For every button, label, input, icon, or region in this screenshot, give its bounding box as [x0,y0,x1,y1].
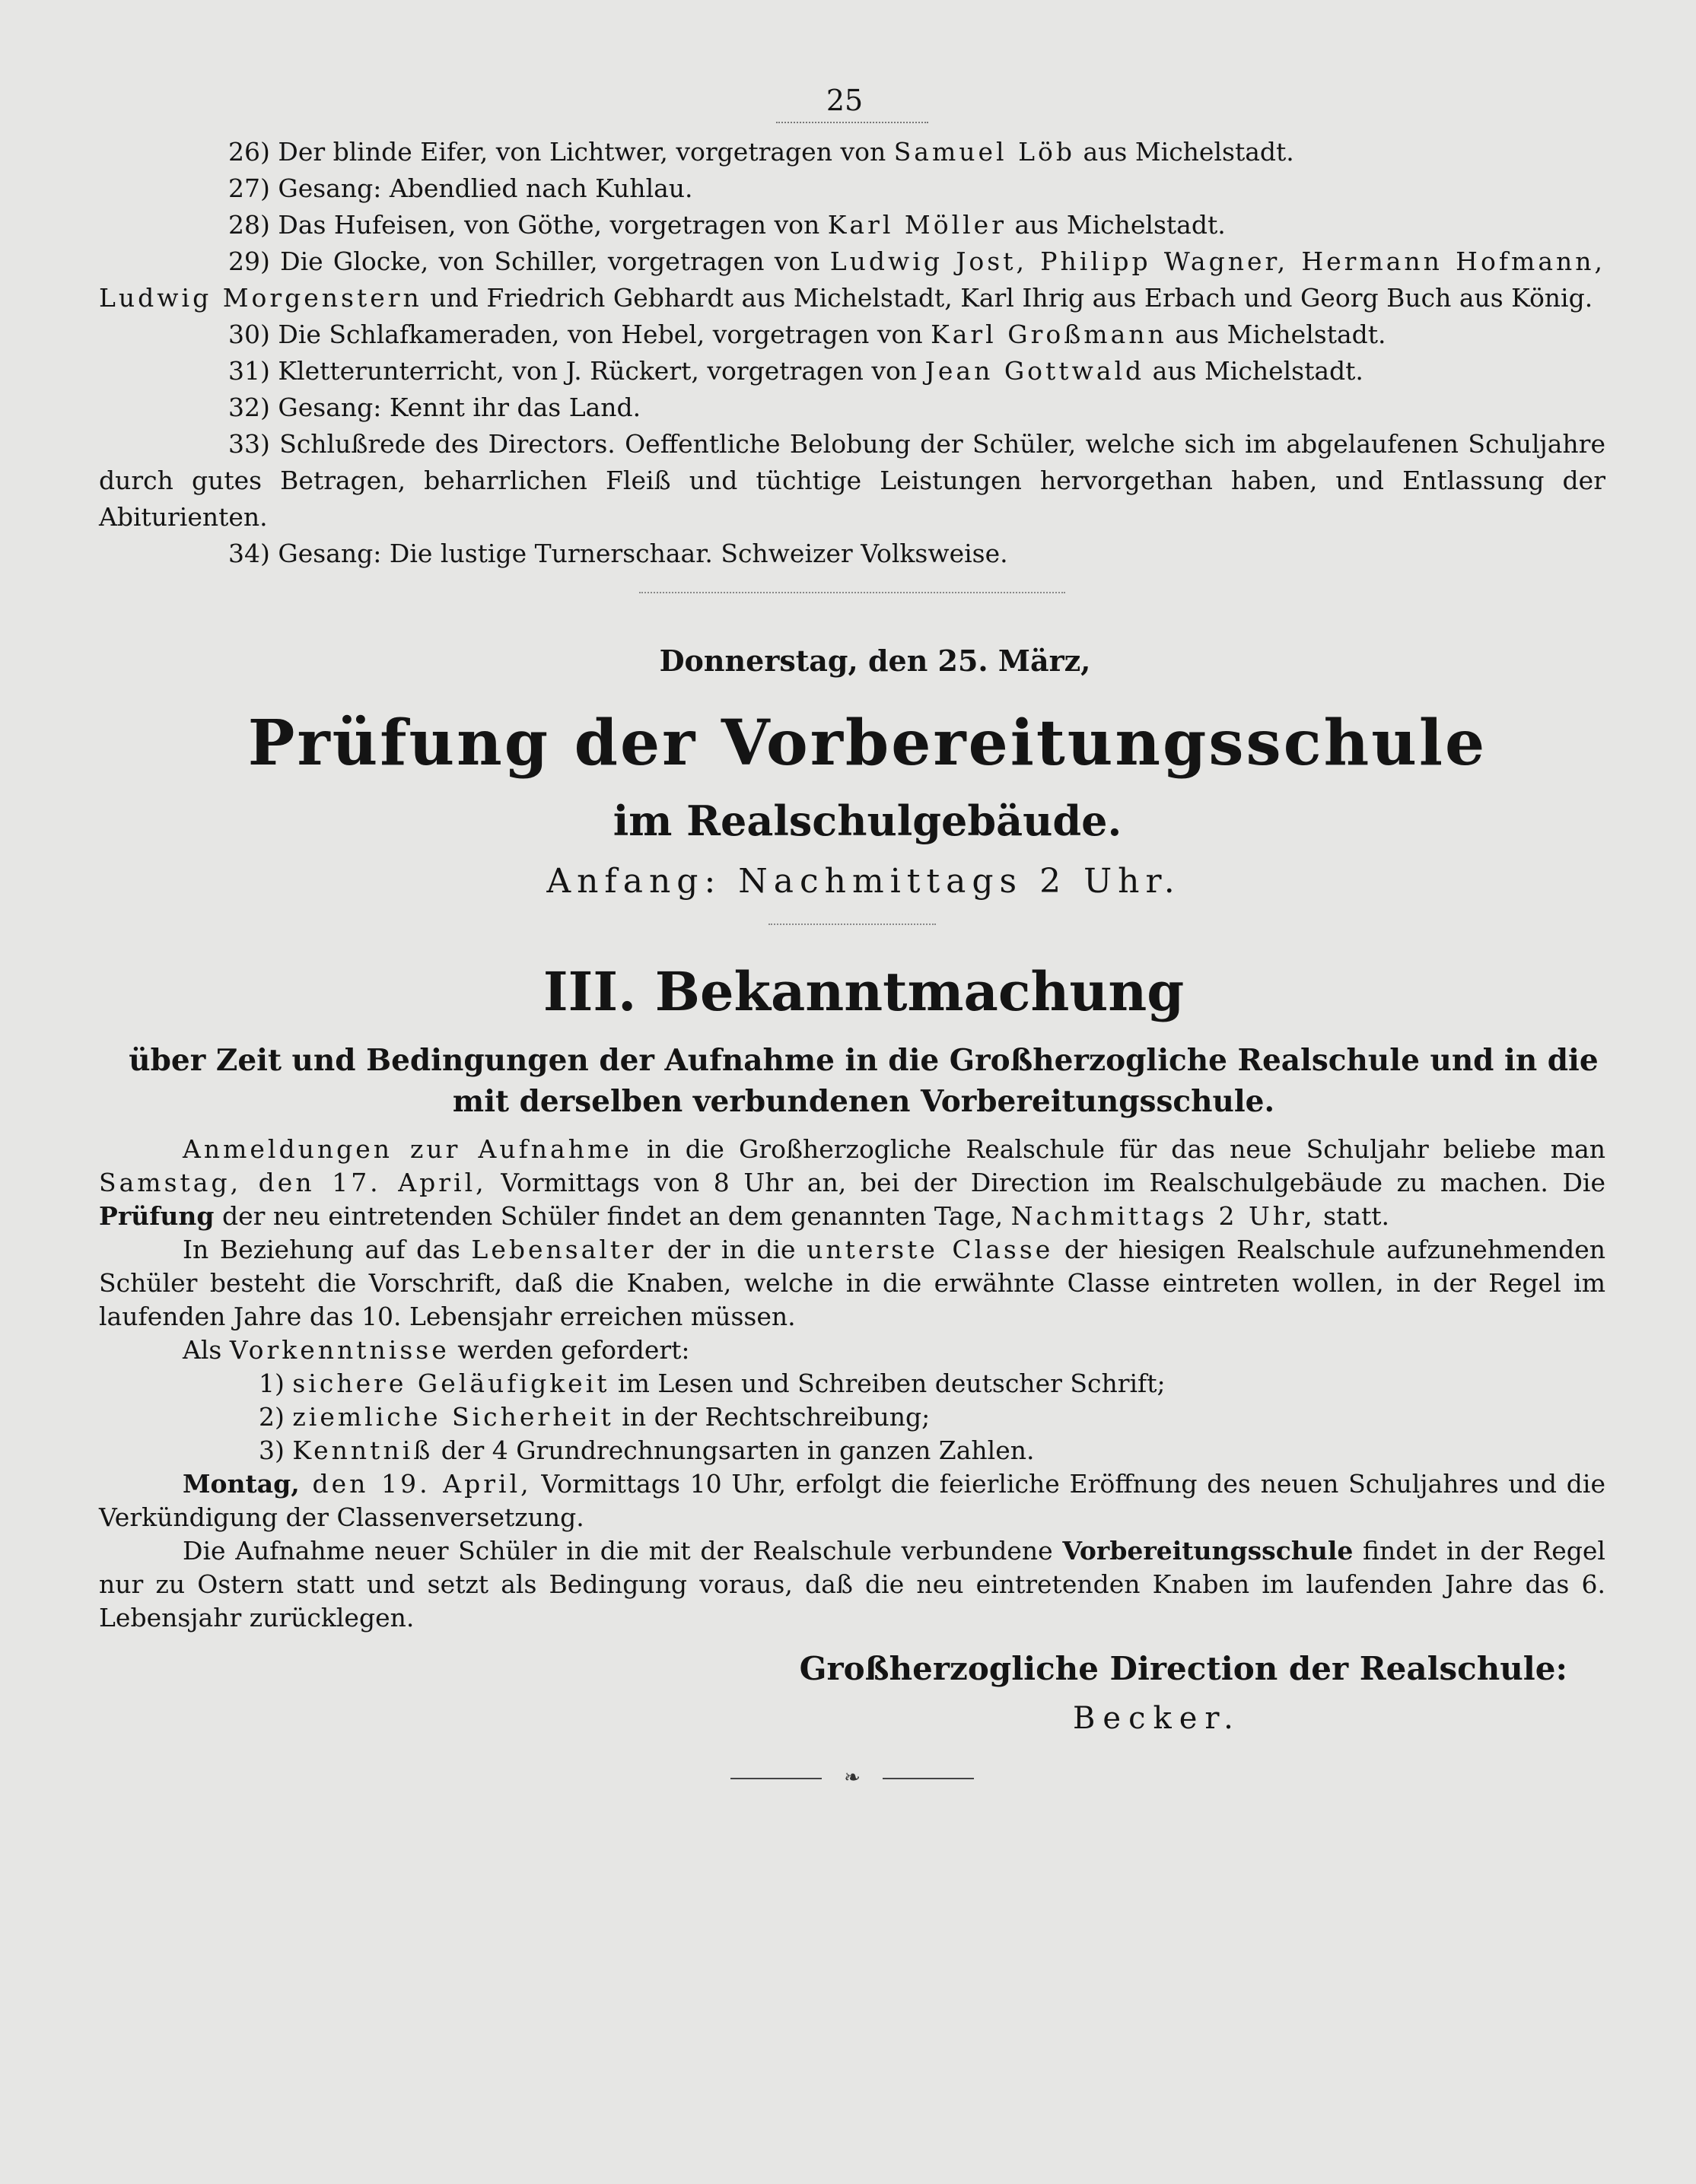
program-item-rest: aus Michelstadt. [1006,210,1226,240]
signature-line: Großherzogliche Direction der Realschule: [799,1650,1567,1687]
paragraph-text: findet in der Regel nur zu Ostern statt und setzt als Bedingung voraus, daß die neu eintretenden Knaben im laufenden Jahre das 6. Lebensjahr zurücklegen. [99,1536,1605,1632]
requirement-text: der 4 Grundrechnungsarten in ganzen Zahlen. [433,1435,1035,1465]
paragraph-text: der in die [656,1235,807,1264]
program-item-rest: aus Michelstadt. [1144,356,1363,386]
paragraph-text: werden gefordert: [449,1335,690,1365]
paragraph-text: In Beziehung auf das [183,1235,472,1264]
announcement-subheading [122,1040,1605,1122]
announcement-heading: III. Bekanntmachung [543,960,1185,1023]
program-item-text: Gesang: Die lustige Turnerschaar. Schweizer Volksweise. [278,539,1008,568]
exam-location: im Realschulgebäude. [613,796,1122,845]
program-item-text: Die Schlafkameraden, von Hebel, vorgetragen von [278,319,931,349]
program-item-text: Schlußrede des Directors. Oeffentliche Belobung der Schüler, welche sich im abgelaufenen Schuljahre durch gutes Betragen, beharrlichen Fleiß und tüchtige Leistungen hervorgethan haben, und Entlassung der Abiturienten. [99,429,1605,532]
exam-title: Prüfung der Vorbereitungsschule [247,707,1488,780]
announcement-body [99,1133,1605,1635]
requirement-number: 2) [259,1402,285,1432]
requirements-list [99,1367,1605,1467]
announcement-subheading-line: über Zeit und Bedingungen der Aufnahme in die Großherzogliche Realschule und in die [129,1043,1599,1078]
age-paragraph [99,1233,1605,1334]
requirement-term: sichere Geläufigkeit [292,1369,610,1398]
program-item-number: 27) [228,173,270,203]
requirement-item [259,1367,1605,1400]
program-item-number: 26) [228,137,270,167]
program-item [99,134,1605,170]
program-item-text: Die Glocke, von Schiller, vorgetragen von [280,246,830,276]
exam-term: Prüfung [99,1201,215,1231]
exam-date: Donnerstag, den 25. März, [659,644,1091,678]
exam-time-term: Nachmittags 2 Uhr, [1010,1201,1316,1231]
program-item [99,426,1605,536]
paragraph-text: in die Großherzogliche Realschule für das neue Schuljahr beliebe man [632,1134,1606,1164]
registration-paragraph [99,1133,1605,1233]
registration-date: Samstag, den 17. April, [99,1168,487,1197]
registration-term: Anmeldungen zur Aufnahme [183,1134,632,1164]
class-term: unterste Classe [807,1235,1054,1264]
program-item-text: Gesang: Abendlied nach Kuhlau. [278,173,693,203]
page-number-rule [776,122,928,125]
program-item-performer: Jean Gottwald [924,356,1145,386]
requirement-text: in der Rechtschreibung; [613,1402,931,1432]
requirement-term: ziemliche Sicherheit [292,1402,614,1432]
program-item-performer: Ludwig Jost, Philipp Wagner, Hermann Hofmann, Ludwig Morgenstern [99,246,1606,313]
requirement-text: im Lesen und Schreiben deutscher Schrift; [609,1369,1166,1398]
opening-day: Montag, [183,1469,300,1499]
program-item-number: 32) [228,393,270,422]
paragraph-text: statt. [1315,1201,1390,1231]
preparatory-paragraph [99,1534,1605,1635]
program-item-rest: aus Michelstadt. [1166,319,1386,349]
program-item-rest: und Friedrich Gebhardt aus Michelstadt, Karl Ihrig aus Erbach und Georg Buch aus König. [422,283,1593,313]
program-item-number: 34) [228,539,270,568]
program-item-number: 28) [228,210,270,240]
ornament-divider [730,1766,974,1789]
opening-paragraph [99,1467,1605,1534]
program-item [99,353,1605,389]
program-item-text: Der blinde Eifer, von Lichtwer, vorgetragen von [278,137,894,167]
program-list [99,134,1605,572]
paragraph-text: Als [183,1335,230,1365]
requirements-term: Vorkenntnisse [229,1335,450,1365]
ornament-icon: ❧ [844,1766,861,1789]
program-item [99,316,1605,353]
age-term: Lebensalter [471,1235,657,1264]
program-item-number: 31) [228,356,270,386]
program-item [99,243,1605,316]
requirements-intro [99,1334,1605,1367]
program-item-rest: aus Michelstadt. [1075,137,1294,167]
paragraph-text: der neu eintretenden Schüler findet an dem genannten Tage, [214,1201,1011,1231]
announcement-subheading-line: mit derselben verbundenen Vorbereitungsschule. [452,1084,1275,1119]
page-number: 25 [826,84,864,117]
paragraph-text: Vormittags von 8 Uhr an, bei der Direction im Realschulgebäude zu machen. Die [486,1168,1605,1197]
program-item-text: Kletterunterricht, von J. Rückert, vorgetragen von [278,356,925,386]
program-item-text: Gesang: Kennt ihr das Land. [278,393,641,422]
requirement-term: Kenntniß [292,1435,434,1465]
program-item-performer: Samuel Löb [893,137,1076,167]
program-item-number: 29) [228,246,270,276]
exam-time: Anfang: Nachmittags 2 Uhr. [546,862,1181,901]
paragraph-text: Vormittags 10 Uhr, erfolgt die feierliche Eröffnung des neuen Schuljahres und die Verkündigung der Classenversetzung. [99,1469,1605,1532]
program-item-performer: Karl Möller [827,210,1007,240]
paragraph-text: Die Aufnahme neuer Schüler in die mit der Realschule verbundene [183,1536,1063,1566]
section-divider [639,592,1065,593]
requirement-number: 3) [259,1435,285,1465]
page-content [99,84,1605,1789]
signer-name: Becker. [1073,1701,1241,1736]
program-item-text: Das Hufeisen, von Göthe, vorgetragen von [278,210,828,240]
requirement-item [259,1400,1605,1434]
requirement-item [259,1434,1605,1467]
program-item [99,207,1605,243]
program-item-number: 30) [228,319,270,349]
program-item-number: 33) [228,429,270,459]
program-item [99,170,1605,207]
program-item [99,536,1605,572]
opening-date: den 19. April, [299,1469,532,1499]
program-item-performer: Karl Großmann [931,319,1167,349]
requirement-number: 1) [259,1369,285,1398]
section-divider [768,924,936,925]
preparatory-school-term: Vorbereitungsschule [1062,1536,1354,1566]
program-item [99,389,1605,426]
paragraph-text: der hiesigen Realschule aufzunehmenden Schüler besteht die Vorschrift, daß die Knaben, welche in die erwähnte Classe eintreten wollen, in der Regel im laufenden Jahre das 10. Lebensjahr erreichen müssen. [99,1235,1605,1331]
